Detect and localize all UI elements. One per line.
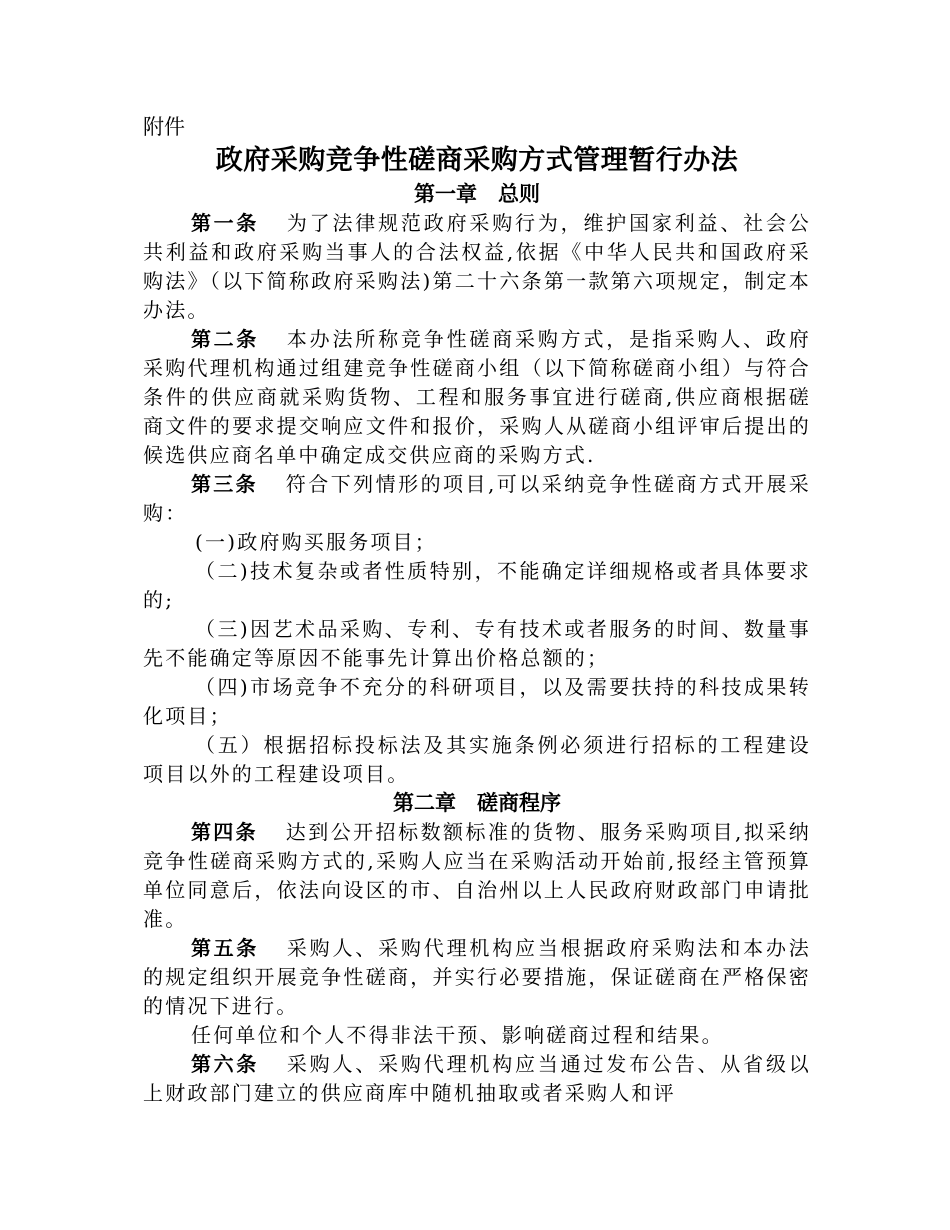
article-label: 第三条	[191, 472, 258, 496]
article-text: 本办法所称竞争性磋商采购方式，是指采购人、政府采购代理机构通过组建竞争性磋商小组（以下简称磋商小组）与符合条件的供应商就采购货物、工程和服务事宜进行磋商,供应商根据磋商文件的要求提交响应文件和报价，采购人从磋商小组评审后提出的候选供应商名单中确定成交供应商的采购方式.	[143, 327, 812, 467]
list-item: （三)因艺术品采购、专利、专有技术或者服务的时间、数量事先不能确定等原因不能事先计算出价格总额的；	[143, 617, 811, 670]
chapter-heading-2: 第二章 磋商程序	[393, 791, 561, 815]
list-item: （五）根据招标投标法及其实施条例必须进行招标的工程建设项目以外的工程建设项目。	[143, 733, 811, 786]
article-6	[143, 1050, 811, 1108]
article-5	[143, 934, 811, 1021]
article-text: 符合下列情形的项目,可以采纳竞争性磋商方式开展采购：	[143, 472, 811, 525]
article-label: 第五条	[191, 936, 259, 960]
article-label: 第六条	[191, 1052, 259, 1076]
document-page	[143, 112, 811, 1108]
article-2	[143, 325, 811, 470]
article-label: 第一条	[191, 211, 259, 235]
attachment-label: 附件	[143, 115, 185, 139]
list-item: （四)市场竞争不充分的科研项目，以及需要扶持的科技成果转化项目；	[143, 675, 811, 728]
article-text: 达到公开招标数额标准的货物、服务采购项目,拟采纳竞争性磋商采购方式的,采购人应当在采购活动开始前,报经主管预算单位同意后，依法向设区的市、自治州以上人民政府财政部门申请批准。	[143, 820, 811, 931]
article-1	[143, 209, 811, 325]
article-5-paragraph: 任何单位和个人不得非法干预、影响磋商过程和结果。	[191, 1023, 724, 1047]
article-3	[143, 470, 811, 528]
article-label: 第二条	[191, 327, 259, 351]
article-text: 为了法律规范政府采购行为，维护国家利益、社会公共利益和政府采购当事人的合法权益,依据《中华人民共和国政府采购法》（以下简称政府采购法)第二十六条第一款第六项规定，制定本办法。	[143, 211, 812, 322]
article-text: 采购人、采购代理机构应当根据政府采购法和本办法的规定组织开展竞争性磋商，并实行必要措施，保证磋商在严格保密的情况下进行。	[143, 936, 812, 1018]
list-item: (一)政府购买服务项目；	[195, 530, 438, 554]
document-title: 政府采购竞争性磋商采购方式管理暂行办法	[215, 145, 739, 176]
list-item: （二)技术复杂或者性质特别，不能确定详细规格或者具体要求的;	[143, 559, 811, 612]
chapter-heading-1: 第一章 总则	[414, 182, 540, 206]
article-label: 第四条	[191, 820, 258, 844]
article-4	[143, 818, 811, 934]
article-text: 采购人、采购代理机构应当通过发布公告、从省级以上财政部门建立的供应商库中随机抽取或者采购人和评	[143, 1052, 812, 1105]
